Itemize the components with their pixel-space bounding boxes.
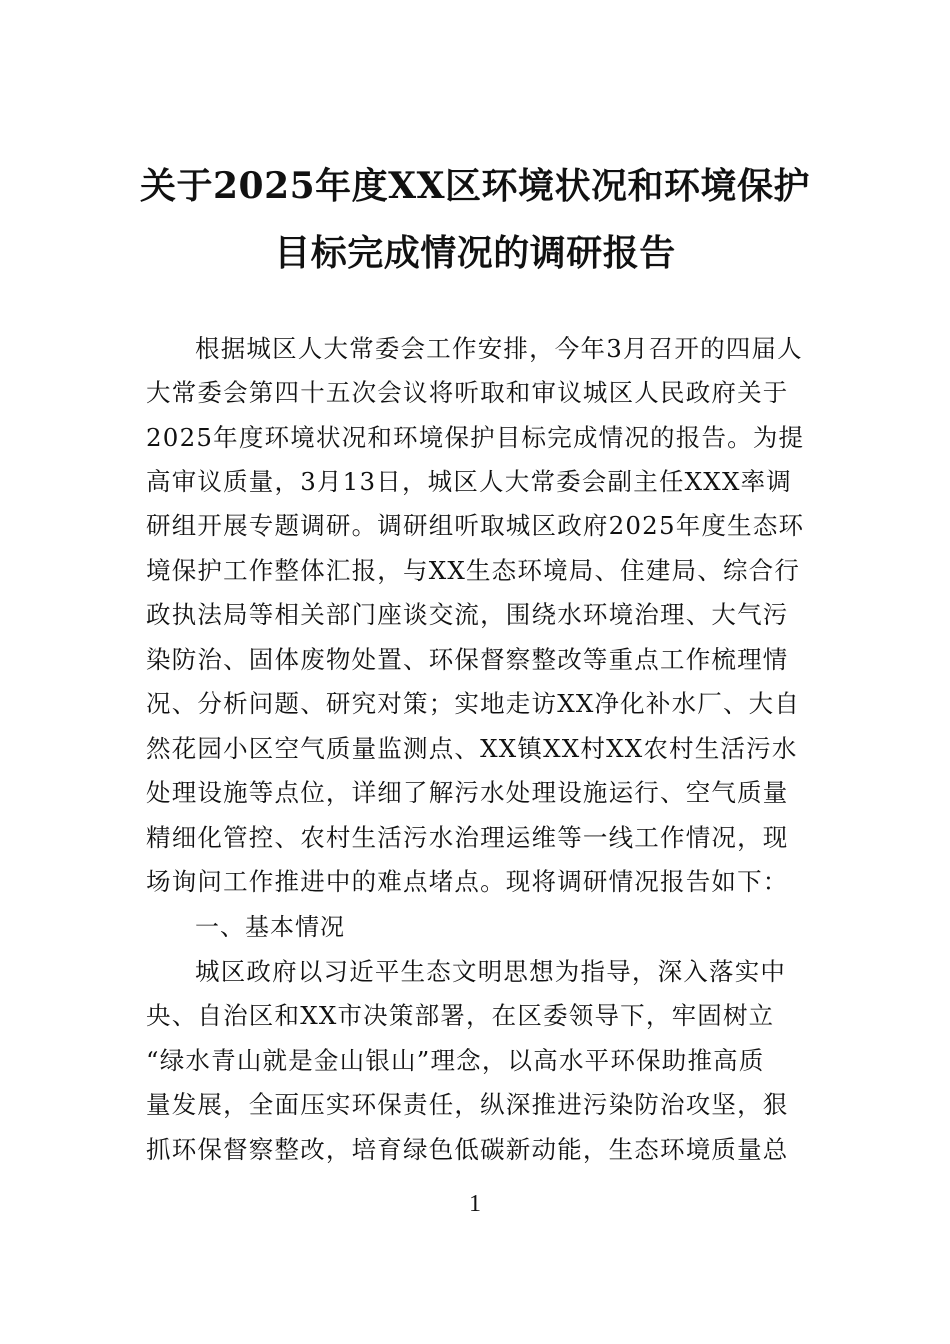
document-title-line-2: 目标完成情况的调研报告 [274, 232, 676, 274]
paragraph1-line-10: 然花园小区空气质量监测点、XX镇XX村XX农村生活污水 [146, 734, 798, 763]
paragraph1-line-13: 场询问工作推进中的难点堵点。现将调研情况报告如下： [146, 867, 789, 896]
paragraph1-line-7: 政执法局等相关部门座谈交流，围绕水环境治理、大气污 [146, 600, 789, 629]
paragraph1-line-12: 精细化管控、农村生活污水治理运维等一线工作情况，现 [146, 823, 789, 852]
paragraph2-line-4: 量发展，全面压实环保责任，纵深推进污染防治攻坚，狠 [146, 1090, 789, 1119]
paragraph1-line-3: 2025年度环境状况和环境保护目标完成情况的报告。为提 [146, 423, 805, 452]
paragraph2-line-1: 城区政府以习近平生态文明思想为指导，深入落实中 [195, 957, 787, 986]
paragraph1-line-1: 根据城区人大常委会工作安排，今年3月召开的四届人 [195, 334, 803, 363]
paragraph1-line-11: 处理设施等点位，详细了解污水处理设施运行、空气质量 [146, 778, 789, 807]
paragraph1-line-8: 染防治、固体废物处置、环保督察整改等重点工作梳理情 [146, 645, 789, 674]
paragraph1-line-9: 况、分析问题、研究对策；实地走访XX净化补水厂、大自 [146, 689, 801, 718]
document-title-line-1: 关于2025年度XX区环境状况和环境保护 [139, 165, 811, 207]
paragraph1-line-4: 高审议质量，3月13日，城区人大常委会副主任XXX率调 [146, 467, 792, 496]
section-heading-basic-situation: 一、基本情况 [195, 913, 345, 941]
paragraph2-line-2: 央、自治区和XX市决策部署，在区委领导下，牢固树立 [146, 1001, 775, 1030]
paragraph1-line-6: 境保护工作整体汇报，与XX生态环境局、住建局、综合行 [146, 556, 801, 585]
paragraph2-line-3: “绿水青山就是金山银山”理念，以高水平环保助推高质 [146, 1046, 765, 1075]
paragraph1-line-2: 大常委会第四十五次会议将听取和审议城区人民政府关于 [146, 378, 789, 407]
paragraph1-line-5: 研组开展专题调研。调研组听取城区政府2025年度生态环 [146, 511, 805, 540]
paragraph2-line-5: 抓环保督察整改，培育绿色低碳新动能，生态环境质量总 [146, 1135, 789, 1164]
page-number: 1 [469, 1191, 481, 1217]
